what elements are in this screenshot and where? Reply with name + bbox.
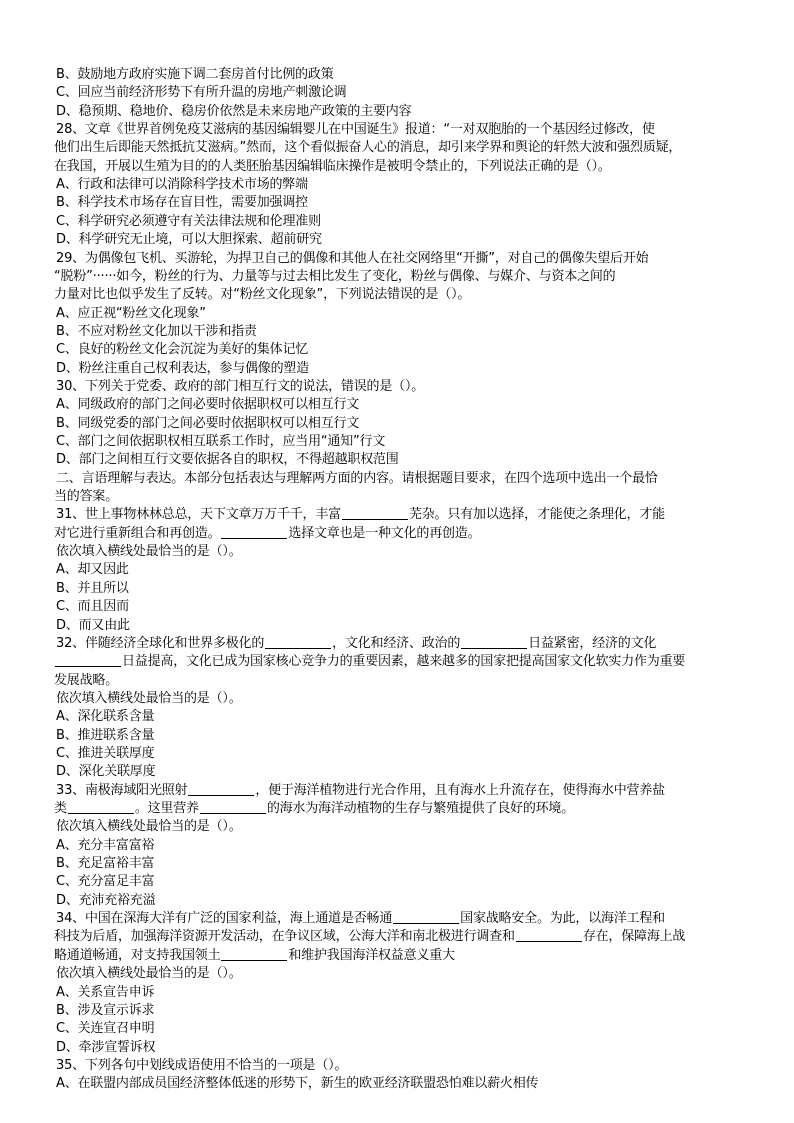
text-segment: A、深化联系含量 bbox=[56, 709, 155, 725]
text-segment: C、良好的粉丝文化会沉淀为美好的集体记忆 bbox=[56, 342, 309, 358]
option-line bbox=[0, 708, 794, 726]
option-line bbox=[0, 1039, 794, 1057]
option-line bbox=[0, 543, 794, 561]
text-segment: A、关系宣告申诉 bbox=[56, 984, 155, 1000]
text-segment: 31、世上事物林林总总，天下文章万万千千，丰富 bbox=[56, 507, 341, 523]
option-line bbox=[0, 580, 794, 598]
text-line bbox=[0, 653, 794, 671]
paragraph-line bbox=[0, 506, 794, 524]
text-segment: “脱粉”······如今，粉丝的行为、力量等与过去相比发生了变化，粉丝与偶像、与媒介、与资本之间的 bbox=[54, 268, 616, 284]
text-segment: B、并且所以 bbox=[56, 580, 129, 596]
text-segment: 国家战略安全。为此，以海洋工程和 bbox=[460, 911, 665, 927]
text-segment: 在我国，开展以生殖为目的的人类胚胎基因编辑临床操作是被明令禁止的，下列说法正确的是（）。 bbox=[54, 158, 611, 174]
text-segment: ，便于海洋植物进行光合作用，且有海水上升流存在，使得海水中营养盐 bbox=[255, 782, 665, 798]
paragraph-line bbox=[0, 470, 794, 488]
text-segment: C、而且因而 bbox=[56, 599, 129, 615]
text-segment: A、充分丰富富裕 bbox=[56, 837, 155, 853]
option-line bbox=[0, 323, 794, 341]
text-segment: 日益提高，文化已成为国家核心竞争力的重要因素，越来越多的国家把提高国家文化软实力作为重要 bbox=[122, 654, 686, 670]
text-line bbox=[0, 928, 794, 946]
fill-blank bbox=[221, 525, 287, 539]
text-segment: A、却又因此 bbox=[56, 562, 129, 578]
text-segment: C、充分富足丰富 bbox=[56, 874, 155, 890]
text-segment: 日益紧密，经济的文化 bbox=[528, 635, 657, 651]
text-segment: D、稳预期、稳地价、稳房价依然是未来房地产政策的主要内容 bbox=[56, 103, 412, 119]
text-segment: 的海水为海洋动植物的生存与繁殖提供了良好的环境。 bbox=[266, 801, 575, 816]
option-line bbox=[0, 1020, 794, 1038]
text-segment: 和维护我国海洋权益意义重大 bbox=[288, 947, 455, 963]
paragraph-line bbox=[0, 635, 794, 653]
text-segment: 依次填入横线处最恰当的是（）。 bbox=[56, 690, 242, 706]
text-segment: D、充沛充裕充溢 bbox=[56, 892, 156, 908]
option-line bbox=[0, 1002, 794, 1020]
text-segment: C、科学研究必须遵守有关法律法规和伦理准则 bbox=[56, 213, 321, 229]
text-segment: 34、中国在深海大洋有广泛的国家利益，海上通道是否畅通 bbox=[56, 911, 393, 927]
text-segment: 依次填入横线处最恰当的是（）。 bbox=[56, 819, 242, 835]
text-segment: 30、下列关于党委、政府的部门相互行文的说法，错误的是（）。 bbox=[56, 378, 425, 394]
option-line bbox=[0, 984, 794, 1002]
option-line bbox=[0, 598, 794, 616]
option-line bbox=[0, 415, 794, 433]
option-line bbox=[0, 176, 794, 194]
text-segment: 28、文章《世界首例免疫艾滋病的基因编辑婴儿在中国诞生》报道：“一对双胞胎的一个基因经过修改，使 bbox=[56, 122, 655, 138]
option-line bbox=[0, 617, 794, 635]
text-segment: C、部门之间依据职权相互联系工作时，应当用“通知”行文 bbox=[56, 434, 386, 449]
fill-blank bbox=[200, 800, 266, 814]
option-line bbox=[0, 690, 794, 708]
option-line bbox=[0, 965, 794, 983]
text-segment: 类 bbox=[54, 801, 67, 816]
fill-blank bbox=[68, 800, 134, 814]
text-segment: 依次填入横线处最恰当的是（）。 bbox=[56, 544, 242, 560]
text-line bbox=[0, 268, 794, 286]
text-segment: 存在，保障海上战 bbox=[582, 929, 686, 945]
option-line bbox=[0, 727, 794, 745]
text-segment: ，文化和经济、政治的 bbox=[332, 635, 461, 651]
text-segment: 力量对比也似乎发生了反转。对“粉丝文化现象”，下列说法错误的是（）。 bbox=[54, 287, 471, 303]
text-segment: B、充足富裕丰富 bbox=[56, 856, 155, 872]
text-line bbox=[0, 525, 794, 543]
paragraph-line bbox=[0, 910, 794, 928]
text-segment: 29、为偶像包飞机、买游轮，为捍卫自己的偶像和其他人在社交网络里“开撕”，对自己的偶像失望后开始 bbox=[56, 250, 649, 266]
text-segment: 33、南极海域阳光照射 bbox=[56, 782, 188, 798]
text-segment: C、关连宣召申明 bbox=[56, 1021, 155, 1037]
fill-blank bbox=[221, 947, 287, 961]
option-line bbox=[0, 66, 794, 84]
text-segment: 芜杂。只有加以选择，才能使之条理化，才能 bbox=[408, 507, 665, 523]
option-line bbox=[0, 892, 794, 910]
text-segment: B、推进联系含量 bbox=[56, 727, 155, 743]
paragraph-line bbox=[0, 250, 794, 268]
option-line bbox=[0, 837, 794, 855]
text-segment: C、推进关联厚度 bbox=[56, 745, 155, 761]
text-line bbox=[0, 139, 794, 157]
option-line bbox=[0, 818, 794, 836]
text-segment: A、行政和法律可以消除科学技术市场的弊端 bbox=[56, 177, 308, 193]
option-line bbox=[0, 84, 794, 102]
text-segment: 对它进行重新组合和再创造。 bbox=[54, 525, 221, 541]
option-line bbox=[0, 396, 794, 414]
text-segment: B、涉及宣示诉求 bbox=[56, 1002, 155, 1018]
option-line bbox=[0, 305, 794, 323]
text-segment: D、粉丝注重自己权利表达，参与偶像的塑造 bbox=[56, 360, 310, 376]
fill-blank bbox=[188, 782, 254, 796]
option-line bbox=[0, 231, 794, 249]
option-line bbox=[0, 745, 794, 763]
option-line bbox=[0, 873, 794, 891]
option-line bbox=[0, 433, 794, 451]
text-segment: 他们出生后即能天然抵抗艾滋病。”然而，这个看似振奋人心的消息，却引来学界和舆论的轩然大波和强烈质疑， bbox=[54, 140, 682, 156]
fill-blank bbox=[55, 653, 121, 667]
text-segment: 二、言语理解与表达。本部分包括表达与理解两方面的内容。请根据题目要求，在四个选项中选出一个最恰 bbox=[56, 470, 658, 486]
text-line bbox=[0, 488, 794, 506]
option-line bbox=[0, 855, 794, 873]
text-segment: B、科学技术市场存在盲目性，需要加强调控 bbox=[56, 195, 308, 211]
text-segment: D、科学研究无止境，可以大胆探索、超前研究 bbox=[56, 232, 322, 248]
option-line bbox=[0, 360, 794, 378]
text-segment: A、在联盟内部成员国经济整体低迷的形势下，新生的欧亚经济联盟恐怕难以薪火相传 bbox=[56, 1076, 539, 1092]
text-segment: B、鼓励地方政府实施下调二套房首付比例的政策 bbox=[56, 67, 334, 82]
text-segment: B、同级党委的部门之间必要时依据职权可以相互行文 bbox=[56, 415, 360, 431]
fill-blank bbox=[265, 635, 331, 649]
text-segment: 32、伴随经济全球化和世界多极化的 bbox=[56, 635, 265, 651]
text-segment: D、牵涉宣誓诉权 bbox=[56, 1039, 156, 1055]
text-segment: D、深化关联厚度 bbox=[56, 764, 156, 780]
option-line bbox=[0, 451, 794, 469]
fill-blank bbox=[342, 506, 408, 520]
option-line bbox=[0, 561, 794, 579]
option-line bbox=[0, 1075, 794, 1093]
option-line bbox=[0, 194, 794, 212]
paragraph-line bbox=[0, 121, 794, 139]
text-segment: 依次填入横线处最恰当的是（）。 bbox=[56, 966, 242, 982]
option-line bbox=[0, 103, 794, 121]
text-line bbox=[0, 286, 794, 304]
text-line bbox=[0, 158, 794, 176]
text-segment: D、而又由此 bbox=[56, 617, 130, 633]
option-line bbox=[0, 341, 794, 359]
paragraph-line bbox=[0, 1057, 794, 1075]
paragraph-line bbox=[0, 782, 794, 800]
text-segment: A、同级政府的部门之间必要时依据职权可以相互行文 bbox=[56, 397, 360, 413]
text-segment: 科技为后盾，加强海洋资源开发活动，在争议区域，公海大洋和南北极进行调查和 bbox=[54, 929, 515, 945]
text-segment: 发展战略。 bbox=[54, 672, 119, 688]
text-segment: 当的答案。 bbox=[54, 489, 119, 505]
text-segment: B、不应对粉丝文化加以干涉和指责 bbox=[56, 323, 257, 339]
text-segment: 。这里营养 bbox=[134, 801, 199, 816]
fill-blank bbox=[393, 910, 459, 924]
text-segment: 选择文章也是一种文化的再创造。 bbox=[288, 525, 481, 541]
text-segment: 35、下列各句中划线成语使用不恰当的一项是（）。 bbox=[56, 1057, 348, 1073]
fill-blank bbox=[516, 928, 582, 942]
text-segment: 略通道畅通，对支持我国领土 bbox=[54, 947, 221, 963]
text-line bbox=[0, 800, 794, 818]
option-line bbox=[0, 763, 794, 781]
text-line bbox=[0, 672, 794, 690]
text-line bbox=[0, 947, 794, 965]
text-segment: C、回应当前经济形势下有所升温的房地产刺激论调 bbox=[56, 85, 347, 101]
text-segment: D、部门之间相互行文要依据各自的职权，不得超越职权范围 bbox=[56, 452, 399, 468]
option-line bbox=[0, 213, 794, 231]
fill-blank bbox=[461, 635, 527, 649]
paragraph-line bbox=[0, 378, 794, 396]
text-segment: A、应正视“粉丝文化现象” bbox=[56, 305, 206, 321]
